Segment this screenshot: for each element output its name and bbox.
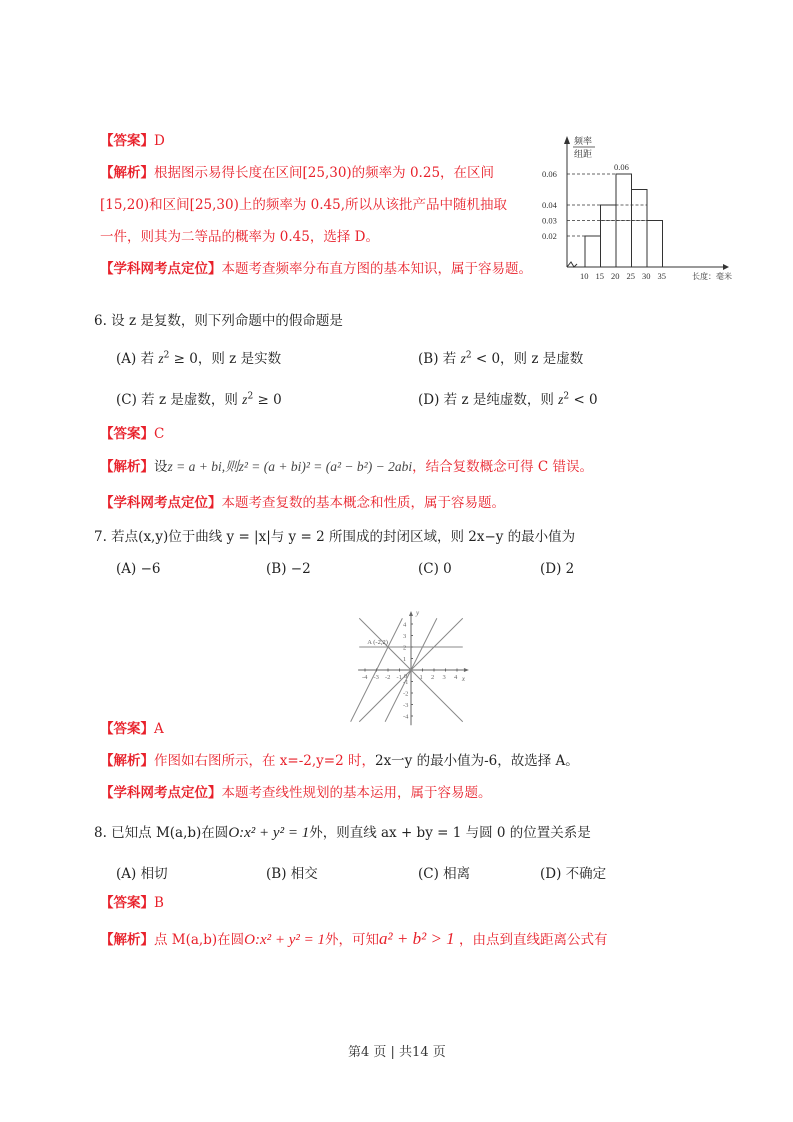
q6-option-b: (B) 若 $z^2 < 0$，则 z 是虚数 — [418, 350, 584, 367]
q5-analysis-line-1 — [100, 164, 494, 182]
q8-option-b: (B) 相交 — [266, 866, 318, 882]
bar-top-label: 0.06 — [614, 162, 629, 172]
q7-option-d: (D) 2 — [540, 561, 575, 577]
y-tick-label: 0.02 — [542, 231, 557, 241]
q6-answer-line: 【答案】C — [100, 426, 165, 442]
y-axis-arrow — [564, 136, 570, 144]
origin-label: 0 — [404, 673, 408, 680]
q8-option-c: (C) 相离 — [418, 866, 471, 882]
answer-value: B — [154, 895, 164, 911]
y-tick-label: -4 — [403, 713, 409, 721]
x-tick-label: 25 — [626, 271, 635, 281]
x-axis-label: x — [461, 675, 466, 683]
x-tick-label: 10 — [580, 271, 589, 281]
x-tick-label: 2 — [431, 674, 435, 681]
q8-answer-line: 【答案】B — [100, 895, 164, 911]
x-axis-arrow — [464, 668, 469, 672]
frequency-histogram — [540, 130, 750, 290]
analysis-tag: 【解析】 — [100, 165, 154, 181]
y-label-bottom: 组距 — [574, 149, 593, 159]
q6-analysis-line: 【解析】设z = a + bi,则z² = (a + bi)² = (a² − b²) − 2abi，结合复数概念可得 C 错误。 — [100, 459, 593, 475]
histogram-bar — [632, 190, 648, 268]
y-tick-label: 0.06 — [542, 169, 557, 179]
q6-option-c: (C) 若 z 是虚数，则 $z^2 \ge 0$ — [116, 391, 282, 408]
point-tag: 【学科网考点定位】 — [100, 261, 222, 277]
answer-value: C — [154, 426, 165, 442]
x-tick-label: 35 — [657, 271, 666, 281]
y-tick-label: 3 — [403, 633, 407, 640]
q6-stem: 6. 设 z 是复数，则下列命题中的假命题是 — [94, 313, 343, 329]
q7-option-c: (C) 0 — [418, 561, 452, 577]
y-tick-label: 2 — [403, 644, 407, 652]
q5-analysis-line-3: 一件，则其为二等品的概率为 0.45，选择 D。 — [100, 229, 379, 245]
y-tick-label: -1 — [403, 679, 409, 686]
page-footer: 第4 页 | 共14 页 — [348, 1045, 446, 1060]
q7-option-b: (B) −2 — [266, 561, 311, 577]
q6-option-a: (A) 若 $z^2 \ge 0$，则 z 是实数 — [116, 350, 282, 367]
y-tick-label: 0.03 — [542, 215, 557, 226]
x-axis-arrow — [723, 264, 729, 270]
y-axis-arrow — [409, 611, 413, 616]
answer-tag: 【答案】 — [100, 133, 154, 149]
x-tick-label: 1 — [419, 674, 423, 681]
q7-answer-line: 【答案】A — [100, 721, 164, 737]
linear-programming-plot — [335, 590, 495, 735]
answer-value: D — [154, 133, 165, 149]
q7-knowledge-point: 【学科网考点定位】本题考查线性规划的基本运用，属于容易题。 — [100, 785, 492, 801]
q6-option-d: (D) 若 z 是纯虚数，则 $z^2 < 0$ — [418, 391, 598, 408]
q5-knowledge-point — [100, 260, 532, 278]
y-tick-label: 4 — [403, 621, 407, 629]
q5-answer-line — [100, 132, 165, 150]
q7-option-a: (A) −6 — [116, 561, 161, 577]
point-text: 本题考查频率分布直方图的基本知识，属于容易题。 — [221, 261, 532, 277]
point-a-annotation: A (-2,2) — [367, 639, 388, 646]
q8-analysis-line: 【解析】点 M(a,b)在圆O:x² + y² = 1外，可知a² + b² > 1 ，由点到直线距离公式有 — [100, 929, 608, 948]
q7-stem: 7. 若点(x,y)位于曲线 y = |x|与 y = 2 所围成的封闭区域，则 2x−y 的最小值为 — [94, 529, 576, 545]
y-tick-label: 1 — [403, 656, 407, 663]
histogram-bar — [585, 236, 601, 267]
x-tick-label: -1 — [396, 674, 402, 681]
analysis-formula: z = a + bi,则z² = (a + bi)² = (a² − b²) − 2abi — [167, 459, 413, 474]
answer-value: A — [154, 721, 164, 737]
y-axis-label: y — [416, 608, 420, 617]
histogram-bar — [647, 221, 663, 268]
y-tick-label: -3 — [403, 702, 409, 709]
histogram-bar — [601, 205, 617, 267]
plot-line — [411, 618, 463, 670]
y-label-top: 频率 — [574, 136, 593, 146]
x-tick-label: 3 — [442, 674, 446, 681]
q7-analysis-line: 【解析】作图如右图所示，在 x=-2,y=2 时，2x一y 的最小值为-6，故选择 A。 — [100, 753, 579, 769]
x-tick-label: -4 — [362, 674, 368, 681]
q5-analysis-line-2: [15,20)和区间[25,30)上的频率为 0.45,所以从该批产品中随机抽取 — [100, 197, 508, 213]
q8-option-a: (A) 相切 — [116, 866, 168, 882]
x-tick-label: 15 — [595, 271, 604, 281]
y-tick-label: -2 — [403, 690, 409, 698]
circle-equation: O:x² + y² = 1 — [228, 825, 310, 841]
x-tick-label: -2 — [385, 674, 391, 681]
x-tick-label: 4 — [454, 674, 458, 681]
analysis-text: 根据图示易得长度在区间[25,30)的频率为 0.25，在区间 — [154, 165, 495, 181]
x-tick-label: -3 — [373, 674, 379, 681]
q8-stem: 8. 已知点 M(a,b)在圆O:x² + y² = 1外，则直线 ax + by = 1 与圆 0 的位置关系是 — [94, 825, 591, 841]
x-axis-label: 长度：毫米 — [692, 272, 732, 281]
q6-knowledge-point: 【学科网考点定位】本题考查复数的基本概念和性质，属于容易题。 — [100, 495, 505, 511]
x-tick-label: 20 — [611, 271, 620, 281]
axis-break — [567, 262, 577, 267]
y-tick-label: 0.04 — [542, 200, 557, 210]
x-tick-label: 30 — [642, 271, 651, 281]
q8-option-d: (D) 不确定 — [540, 866, 607, 882]
